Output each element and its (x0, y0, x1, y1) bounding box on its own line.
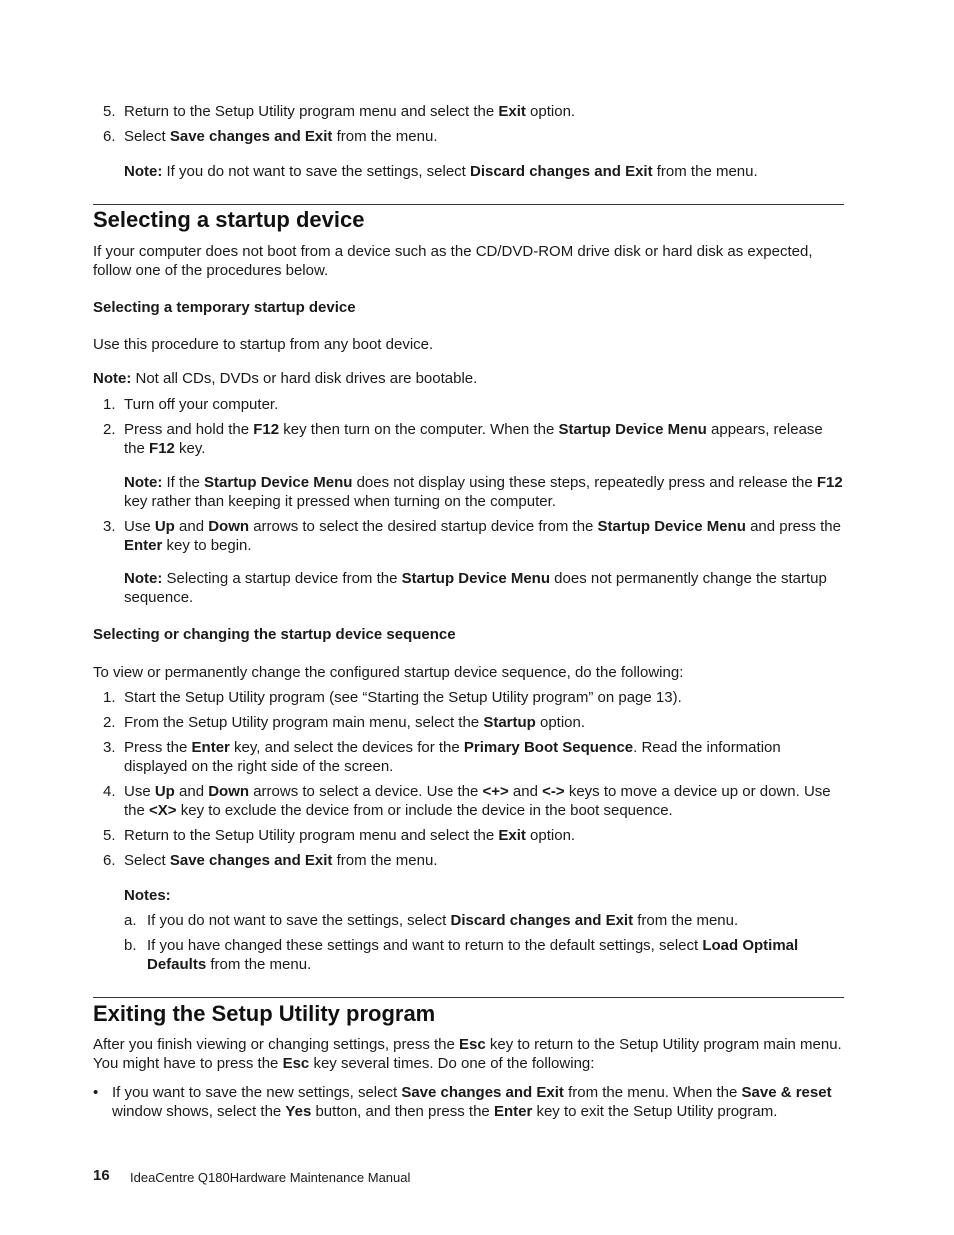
step-number: 1. (103, 689, 116, 706)
subsection-heading: Selecting or changing the startup device sequence (93, 626, 456, 643)
note: Note: If you do not want to save the settings, select Discard changes and Exit from the menu. (124, 163, 758, 180)
note-letter: b. (124, 937, 137, 954)
section-intro: After you finish viewing or changing settings, press the Esc key to return to the Setup Utility program main menu. You might have to press the Esc key several times. Do one of the following: (93, 1036, 842, 1072)
bullet-mark: • (93, 1084, 99, 1101)
note-letter: a. (124, 912, 137, 929)
step-text: Use Up and Down arrows to select a device. Use the <+> and <-> keys to move a device up or down. Use the <X> key to exclude the device from or include the device in the boot sequence. (124, 783, 831, 819)
bullet-text: If you want to save the new settings, select Save changes and Exit from the menu. When the Save & reset window shows, select the Yes button, and then press the Enter key to exit the Setup Utility program. (112, 1084, 832, 1120)
document-title: IdeaCentre Q180Hardware Maintenance Manual (130, 1170, 411, 1185)
section-heading: Exiting the Setup Utility program (93, 1001, 436, 1026)
step-number: 1. (103, 396, 116, 413)
step-text: Select Save changes and Exit from the menu. (124, 852, 438, 869)
page-number: 16 (93, 1167, 110, 1184)
step-number: 6. (103, 852, 116, 869)
note-text: If you do not want to save the settings, select Discard changes and Exit from the menu. (147, 912, 739, 929)
step-text: From the Setup Utility program main menu, select the Startup option. (124, 714, 586, 731)
step-text: Select Save changes and Exit from the menu. (124, 128, 438, 145)
note-text: If you have changed these settings and want to return to the default settings, select Load Optimal Defaults from the menu. (147, 937, 799, 973)
step-text: Use Up and Down arrows to select the desired startup device from the Startup Device Menu and press the Enter key to begin. (124, 518, 841, 554)
step-text: Press the Enter key, and select the devices for the Primary Boot Sequence. Read the information displayed on the right side of the screen. (124, 739, 781, 775)
step-text: Return to the Setup Utility program menu and select the Exit option. (124, 827, 576, 844)
step-text: Return to the Setup Utility program menu and select the Exit option. (124, 103, 576, 120)
step-number: 6. (103, 128, 116, 145)
step-number: 2. (103, 421, 116, 438)
note: Note: If the Startup Device Menu does not display using these steps, repeatedly press and release the F12 key rather than keeping it pressed when turning on the computer. (124, 474, 843, 510)
subsection-heading: Selecting a temporary startup device (93, 299, 356, 316)
step-number: 2. (103, 714, 116, 731)
notes-label: Notes: (124, 887, 171, 904)
note: Note: Not all CDs, DVDs or hard disk drives are bootable. (93, 370, 478, 387)
step-number: 5. (103, 103, 116, 120)
step-number: 3. (103, 518, 116, 535)
section-divider (93, 997, 844, 998)
step-number: 3. (103, 739, 116, 756)
paragraph: Use this procedure to startup from any boot device. (93, 336, 434, 353)
step-number: 4. (103, 783, 116, 800)
paragraph: To view or permanently change the configured startup device sequence, do the following: (93, 664, 684, 681)
step-text: Turn off your computer. (124, 396, 279, 413)
step-number: 5. (103, 827, 116, 844)
section-divider (93, 204, 844, 205)
section-heading: Selecting a startup device (93, 207, 365, 232)
section-intro: If your computer does not boot from a device such as the CD/DVD-ROM drive disk or hard disk as expected, follow one of the procedures below. (93, 243, 813, 279)
note: Note: Selecting a startup device from the Startup Device Menu does not permanently change the startup sequence. (124, 570, 827, 606)
step-text: Start the Setup Utility program (see “Starting the Setup Utility program” on page 13). (124, 689, 682, 706)
step-text: Press and hold the F12 key then turn on the computer. When the Startup Device Menu appears, release the F12 key. (124, 421, 823, 457)
